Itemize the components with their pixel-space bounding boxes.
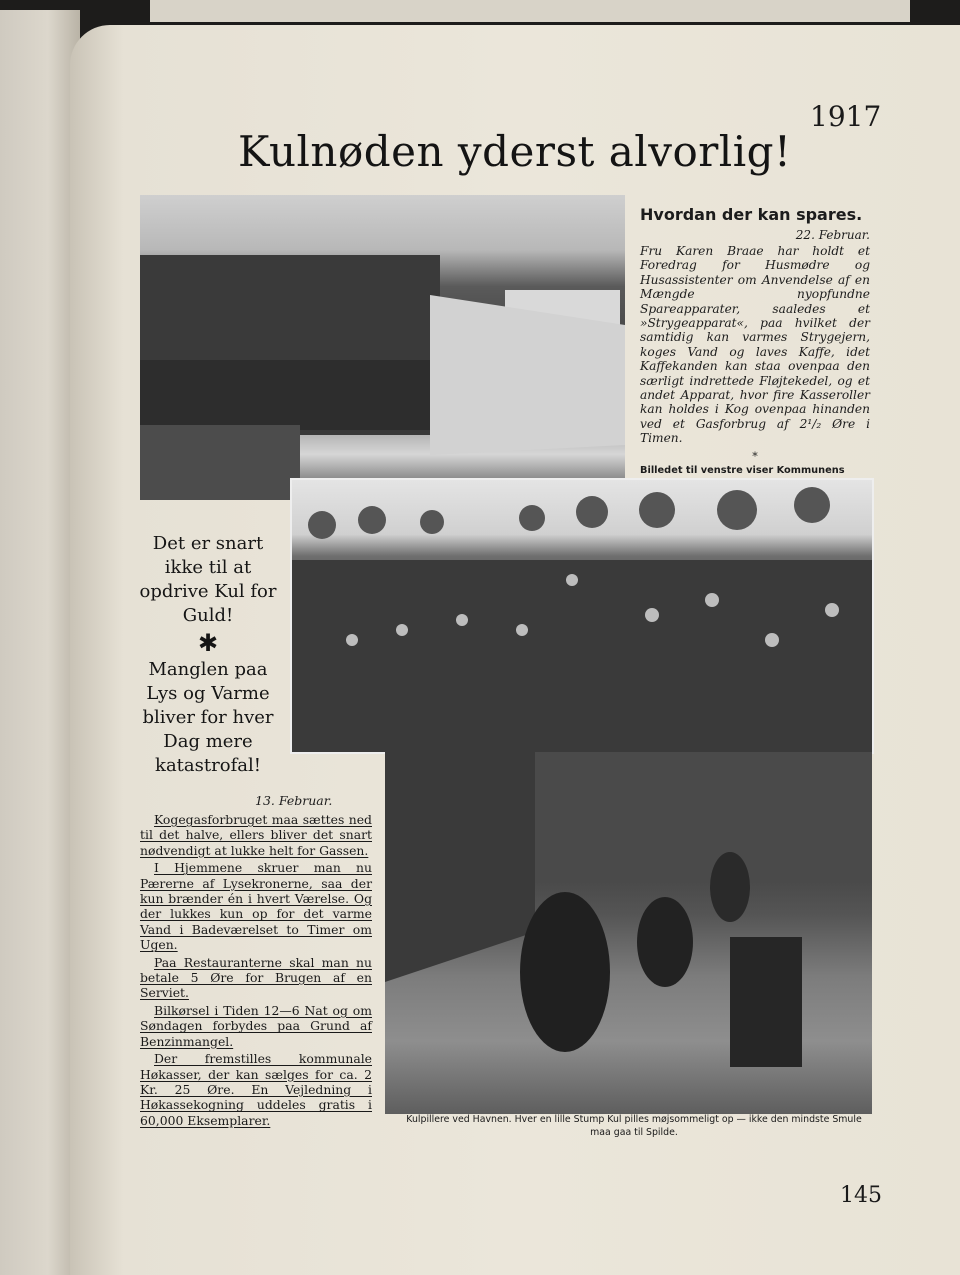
sidebar-body: Fru Karen Braae har holdt et Foredrag for Husmødre og Husassistenter om Anvendelse af en Mængde nyopfundne Spareapparater, saaledes et »Strygeapparat«, paa hvilket der samtidig kan varmes Strygejern, koges Vand og laves Kaffe, idet Kaffekanden kan staa ovenpaa den særligt indrettede Fløjtekedel, og et andet Apparat, hvor fire Kasseroller kan holdes i Kog ovenpaa hinanden ved et Gasforbrug af 2¹/₂ Øre i Timen. bbox=[640, 244, 870, 446]
page-headline: Kulnøden yderst alvorlig! bbox=[238, 127, 792, 176]
sidebar-title: Hvordan der kan spares. bbox=[640, 205, 863, 224]
book-top-edge bbox=[150, 0, 910, 22]
photo-digging-peat bbox=[290, 478, 874, 754]
wood-storage-image bbox=[140, 195, 625, 500]
news-item: Kogegasforbruget maa sættes ned til det halve, ellers bliver det snart nødvendigt at lukke helt for Gassen. bbox=[140, 812, 372, 858]
photo-caption: Kulpillere ved Havnen. Hver en lille Stump Kul pilles møjsommeligt op — ikke den mindste Smule maa gaa til Spilde. bbox=[406, 1114, 862, 1138]
sidebar-caption-1: Billedet til venstre viser Kommunens bbox=[640, 464, 845, 476]
news-column bbox=[140, 812, 372, 1130]
news-item: I Hjemmene skruer man nu Pærerne af Lysekronerne, saa der kun brænder én i hvert Værelse. Og der lukkes kun op for det varme Vand i Badeværelset to Timer om Ugen. bbox=[140, 860, 372, 953]
pull-quote-part2: Manglen paa Lys og Varme bliver for hver Dag mere katastrofal! bbox=[142, 659, 274, 776]
photo-wood-storage bbox=[140, 195, 625, 500]
pull-quote bbox=[138, 532, 278, 778]
sidebar-date: 22. Februar. bbox=[795, 228, 870, 242]
pull-quote-part1: Det er snart ikke til at opdrive Kul for Guld! bbox=[139, 533, 277, 626]
page-number: 145 bbox=[840, 1183, 882, 1208]
news-item: Der fremstilles kommunale Høkasser, der kan sælges for ca. 2 Kr. 25 Øre. En Vejledning i Høkassekogning uddeles gratis i 60,000 Eksemplarer. bbox=[140, 1051, 372, 1128]
coal-pickers-image bbox=[385, 752, 872, 1114]
news-item: Paa Restauranterne skal man nu betale 5 Øre for Brugen af en Serviet. bbox=[140, 954, 372, 1001]
year-label: 1917 bbox=[810, 100, 882, 133]
news-item: Bilkørsel i Tiden 12—6 Nat og om Søndagen forbydes paa Grund af Benzinmangel. bbox=[140, 1002, 372, 1049]
sidebar-star: * bbox=[752, 449, 758, 463]
pull-quote-star: ✱ bbox=[197, 629, 219, 657]
sidebar-article bbox=[640, 205, 870, 523]
photo-coal-pickers bbox=[385, 752, 872, 1114]
digging-peat-image bbox=[292, 480, 872, 752]
left-page-edge bbox=[0, 10, 80, 1275]
news-date: 13. Februar. bbox=[255, 793, 333, 808]
